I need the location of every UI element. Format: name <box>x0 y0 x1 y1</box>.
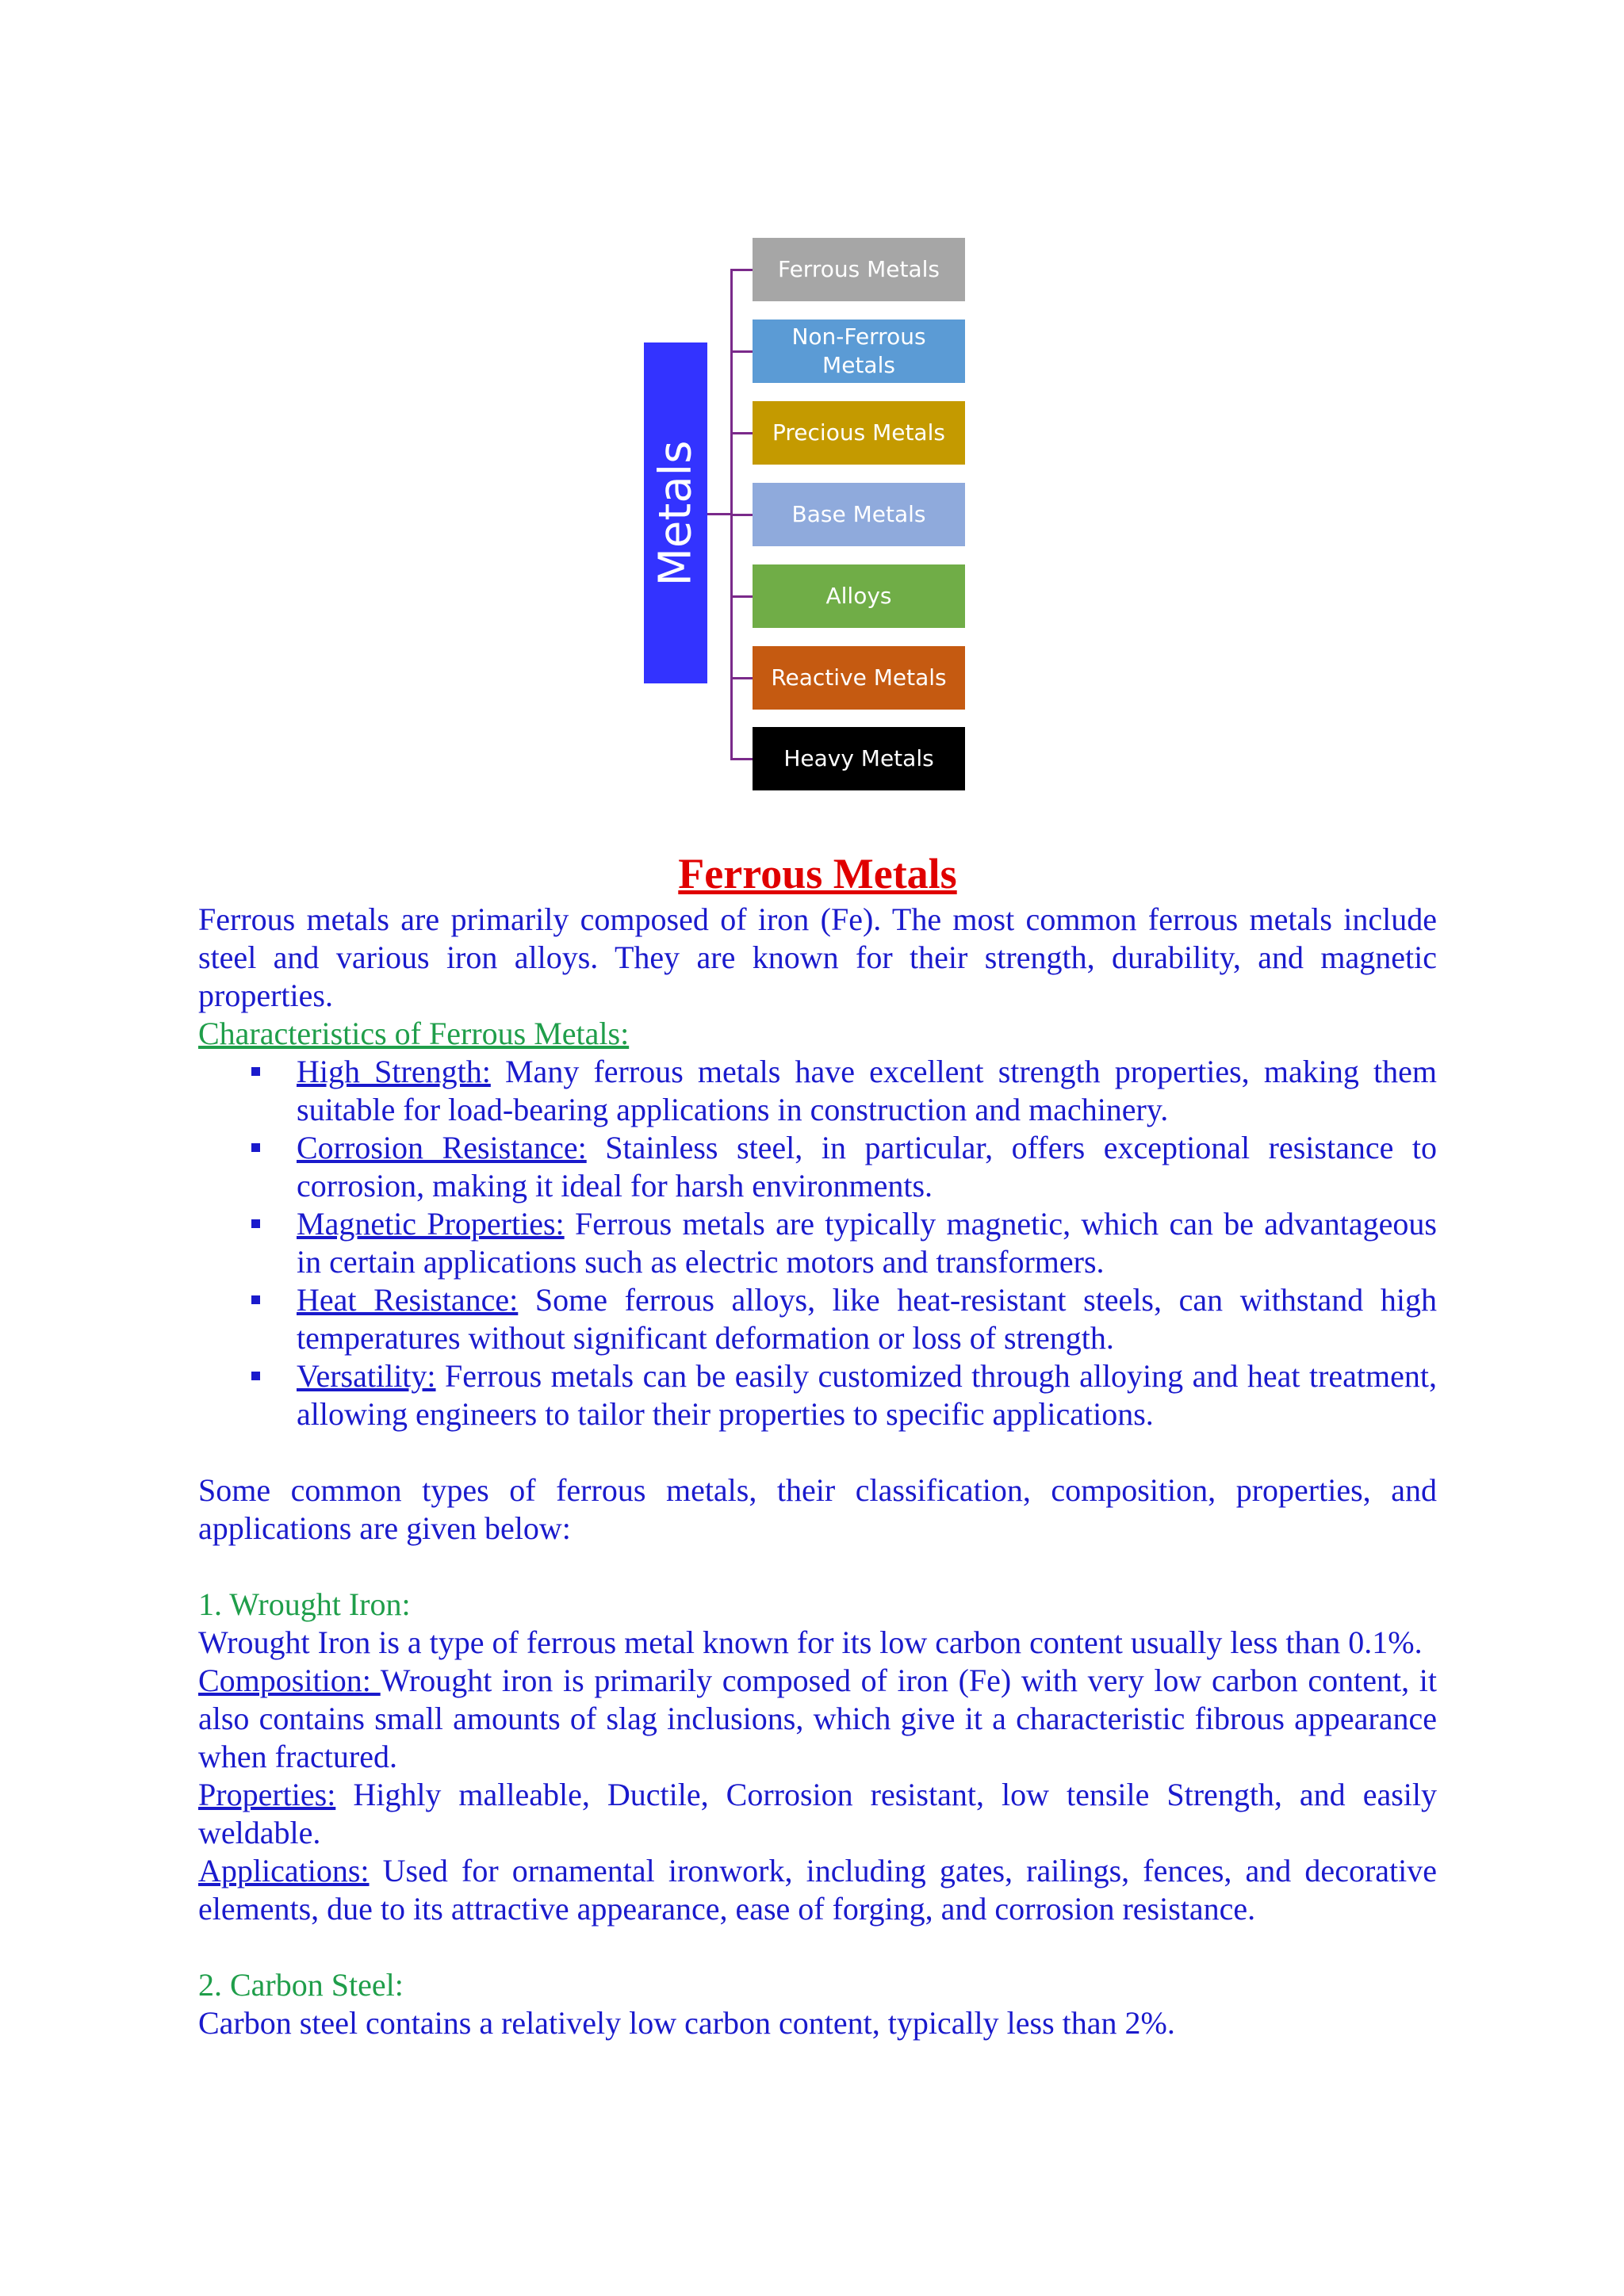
intro-paragraph: Ferrous metals are primarily composed of iron (Fe). The most common ferrous metals include steel and various iron alloys. They are known for their strength, durability, and magnetic properties. <box>198 901 1437 1013</box>
list-item <box>297 1129 1437 1205</box>
wrought-iron-properties <box>198 1776 1437 1852</box>
diagram-node-heavy-metals: Heavy Metals <box>753 727 965 790</box>
characteristic-term: Corrosion Resistance: <box>297 1130 587 1165</box>
document-body <box>198 848 1437 2042</box>
types-intro-paragraph: Some common types of ferrous metals, their classification, composition, properties, and applications are given below: <box>198 1472 1437 1546</box>
wrought-iron-composition <box>198 1662 1437 1776</box>
characteristic-term: Versatility: <box>297 1358 436 1394</box>
characteristic-term: Magnetic Properties: <box>297 1206 565 1242</box>
characteristic-text: Stainless steel, in particular, offers exceptional resistance to corrosion, making it ideal for harsh environments. <box>297 1130 1437 1203</box>
list-item <box>297 1205 1437 1281</box>
applications-label: Applications: <box>198 1853 370 1888</box>
wrought-iron-heading: 1. Wrought Iron: <box>198 1586 411 1622</box>
properties-label: Properties: <box>198 1777 336 1812</box>
wrought-iron-description: Wrought Iron is a type of ferrous metal known for its low carbon content usually less than 0.1%. <box>198 1624 1423 1660</box>
spacer <box>198 1928 1437 1966</box>
diagram-node-ferrous-metals: Ferrous Metals <box>753 238 965 301</box>
metals-classification-diagram <box>0 0 1624 801</box>
characteristics-heading: Characteristics of Ferrous Metals: <box>198 1016 630 1051</box>
connector-branch-4 <box>730 514 753 516</box>
characteristic-term: Heat Resistance: <box>297 1282 519 1318</box>
characteristic-text: Ferrous metals are typically magnetic, which can be advantageous in certain applications such as electric motors and transformers. <box>297 1206 1437 1280</box>
spacer <box>198 1548 1437 1586</box>
applications-text: Used for ornamental ironwork, including gates, railings, fences, and decorative elements, due to its attractive appearance, ease of forging, and corrosion resistance. <box>198 1853 1437 1927</box>
characteristic-term: High Strength: <box>297 1054 491 1089</box>
carbon-steel-description: Carbon steel contains a relatively low carbon content, typically less than 2%. <box>198 2005 1175 2041</box>
diagram-root-metals <box>644 342 707 683</box>
characteristic-text: Ferrous metals can be easily customized through alloying and heat treatment, allowing engineers to tailor their properties to specific applications. <box>297 1358 1437 1432</box>
spacer <box>198 1433 1437 1471</box>
diagram-node-reactive-metals: Reactive Metals <box>753 646 965 710</box>
list-item <box>297 1281 1437 1357</box>
page-title: Ferrous Metals <box>678 850 957 897</box>
diagram-node-base-metals: Base Metals <box>753 483 965 546</box>
connector-branch-1 <box>730 269 753 271</box>
characteristic-text: Some ferrous alloys, like heat-resistant steels, can withstand high temperatures without significant deformation or loss of strength. <box>297 1282 1437 1356</box>
connector-branch-5 <box>730 595 753 598</box>
wrought-iron-applications <box>198 1852 1437 1928</box>
diagram-node-precious-metals: Precious Metals <box>753 401 965 465</box>
connector-branch-3 <box>730 432 753 434</box>
connector-branch-6 <box>730 677 753 679</box>
list-item <box>297 1357 1437 1433</box>
composition-label: Composition: <box>198 1663 381 1698</box>
composition-text: Wrought iron is primarily composed of iron (Fe) with very low carbon content, it also contains small amounts of slag inclusions, which give it a characteristic fibrous appearance when fractured. <box>198 1663 1437 1774</box>
diagram-root-label: Metals <box>649 440 702 586</box>
connector-root-horizontal <box>707 513 731 515</box>
connector-branch-7 <box>730 758 753 760</box>
properties-text: Highly malleable, Ductile, Corrosion resistant, low tensile Strength, and easily weldable. <box>198 1777 1437 1850</box>
diagram-node-non-ferrous-metals: Non-Ferrous Metals <box>753 320 965 383</box>
characteristics-list <box>198 1053 1437 1433</box>
characteristic-text: Many ferrous metals have excellent strength properties, making them suitable for load-bearing applications in construction and machinery. <box>297 1054 1437 1127</box>
list-item <box>297 1053 1437 1129</box>
diagram-node-alloys: Alloys <box>753 564 965 628</box>
carbon-steel-heading: 2. Carbon Steel: <box>198 1967 404 2003</box>
connector-branch-2 <box>730 350 753 353</box>
